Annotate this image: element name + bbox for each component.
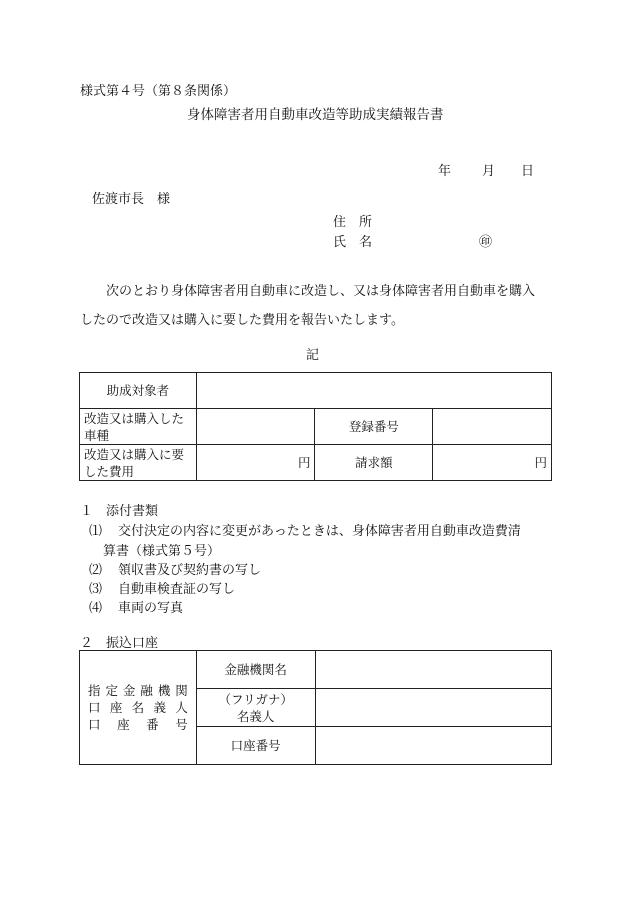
claim-yen: 円 [534, 455, 547, 470]
registration-value[interactable] [433, 409, 552, 445]
subject-row [80, 373, 552, 409]
cost-label: 改造又は購入に要 した費用 [80, 445, 197, 481]
section2-heading: ２ 振込口座 [80, 636, 159, 651]
subject-value[interactable] [196, 373, 551, 409]
attachment-item-3-text: 自動車検査証の写し [118, 582, 236, 597]
attachment-item-4-num: ⑷ [89, 601, 103, 616]
cost-row [80, 445, 552, 481]
attachment-item-1-num: ⑴ [89, 524, 103, 539]
bank-name-label: 金融機関名 [196, 651, 315, 689]
name-label: 氏 名 [333, 235, 373, 250]
claim-label: 請求額 [315, 445, 433, 481]
attachment-item-1-text: 交付決定の内容に変更があったときは、身体障害者用自動車改造費清 [118, 524, 521, 539]
vehicle-value[interactable] [196, 409, 315, 445]
attachment-item-2-text: 領収書及び契約書の写し [118, 563, 262, 578]
furigana-label: （フリガナ） [218, 691, 293, 707]
attachment-item-4-text: 車両の写真 [118, 601, 184, 616]
cost-yen: 円 [297, 455, 311, 470]
ki-mark: 記 [306, 348, 320, 363]
body-text-line2: したので改造又は購入に要した費用を報告いたします。 [80, 313, 404, 328]
vehicle-row [80, 409, 552, 445]
date-month-label: 月 [482, 164, 496, 179]
address-label: 住 所 [333, 215, 373, 230]
date-year-label: 年 [438, 164, 452, 179]
document-title: 身体障害者用自動車改造等助成実績報告書 [187, 107, 444, 123]
holder-label [196, 689, 315, 727]
designated-bank-label: 指定金融機関 [88, 683, 188, 698]
holder-value[interactable] [315, 689, 551, 727]
bank-account-table [79, 650, 552, 765]
account-number-label: 口座番号 [196, 727, 315, 765]
claim-value[interactable] [433, 445, 552, 481]
vehicle-label: 改造又は購入した 車種 [80, 409, 197, 445]
section1-heading: １ 添付書類 [80, 504, 159, 519]
bank-name-value[interactable] [315, 651, 551, 689]
holder-name-label: 名義人 [236, 708, 275, 724]
addressee: 佐渡市長 様 [92, 192, 171, 207]
attachment-item-2-num: ⑵ [89, 563, 103, 578]
date-day-label: 日 [521, 164, 535, 179]
attachment-item-3-num: ⑶ [89, 582, 103, 597]
registration-label: 登録番号 [315, 409, 433, 445]
form-number: 様式第４号（第８条関係） [80, 84, 237, 99]
seal-mark: ㊞ [479, 235, 493, 250]
subject-label: 助成対象者 [80, 373, 197, 409]
body-text-line1: 次のとおり身体障害者用自動車に改造し、又は身体障害者用自動車を購入 [106, 284, 536, 299]
attachment-item-1-text-cont: 算書（様式第５号） [103, 544, 221, 559]
bank-left-labels [80, 651, 197, 765]
cost-value[interactable] [196, 445, 315, 481]
account-holder-label: 口座名義人 [88, 700, 188, 715]
account-number-left-label: 口座番号 [88, 717, 188, 732]
account-number-value[interactable] [315, 727, 551, 765]
subsidy-table [79, 372, 552, 481]
